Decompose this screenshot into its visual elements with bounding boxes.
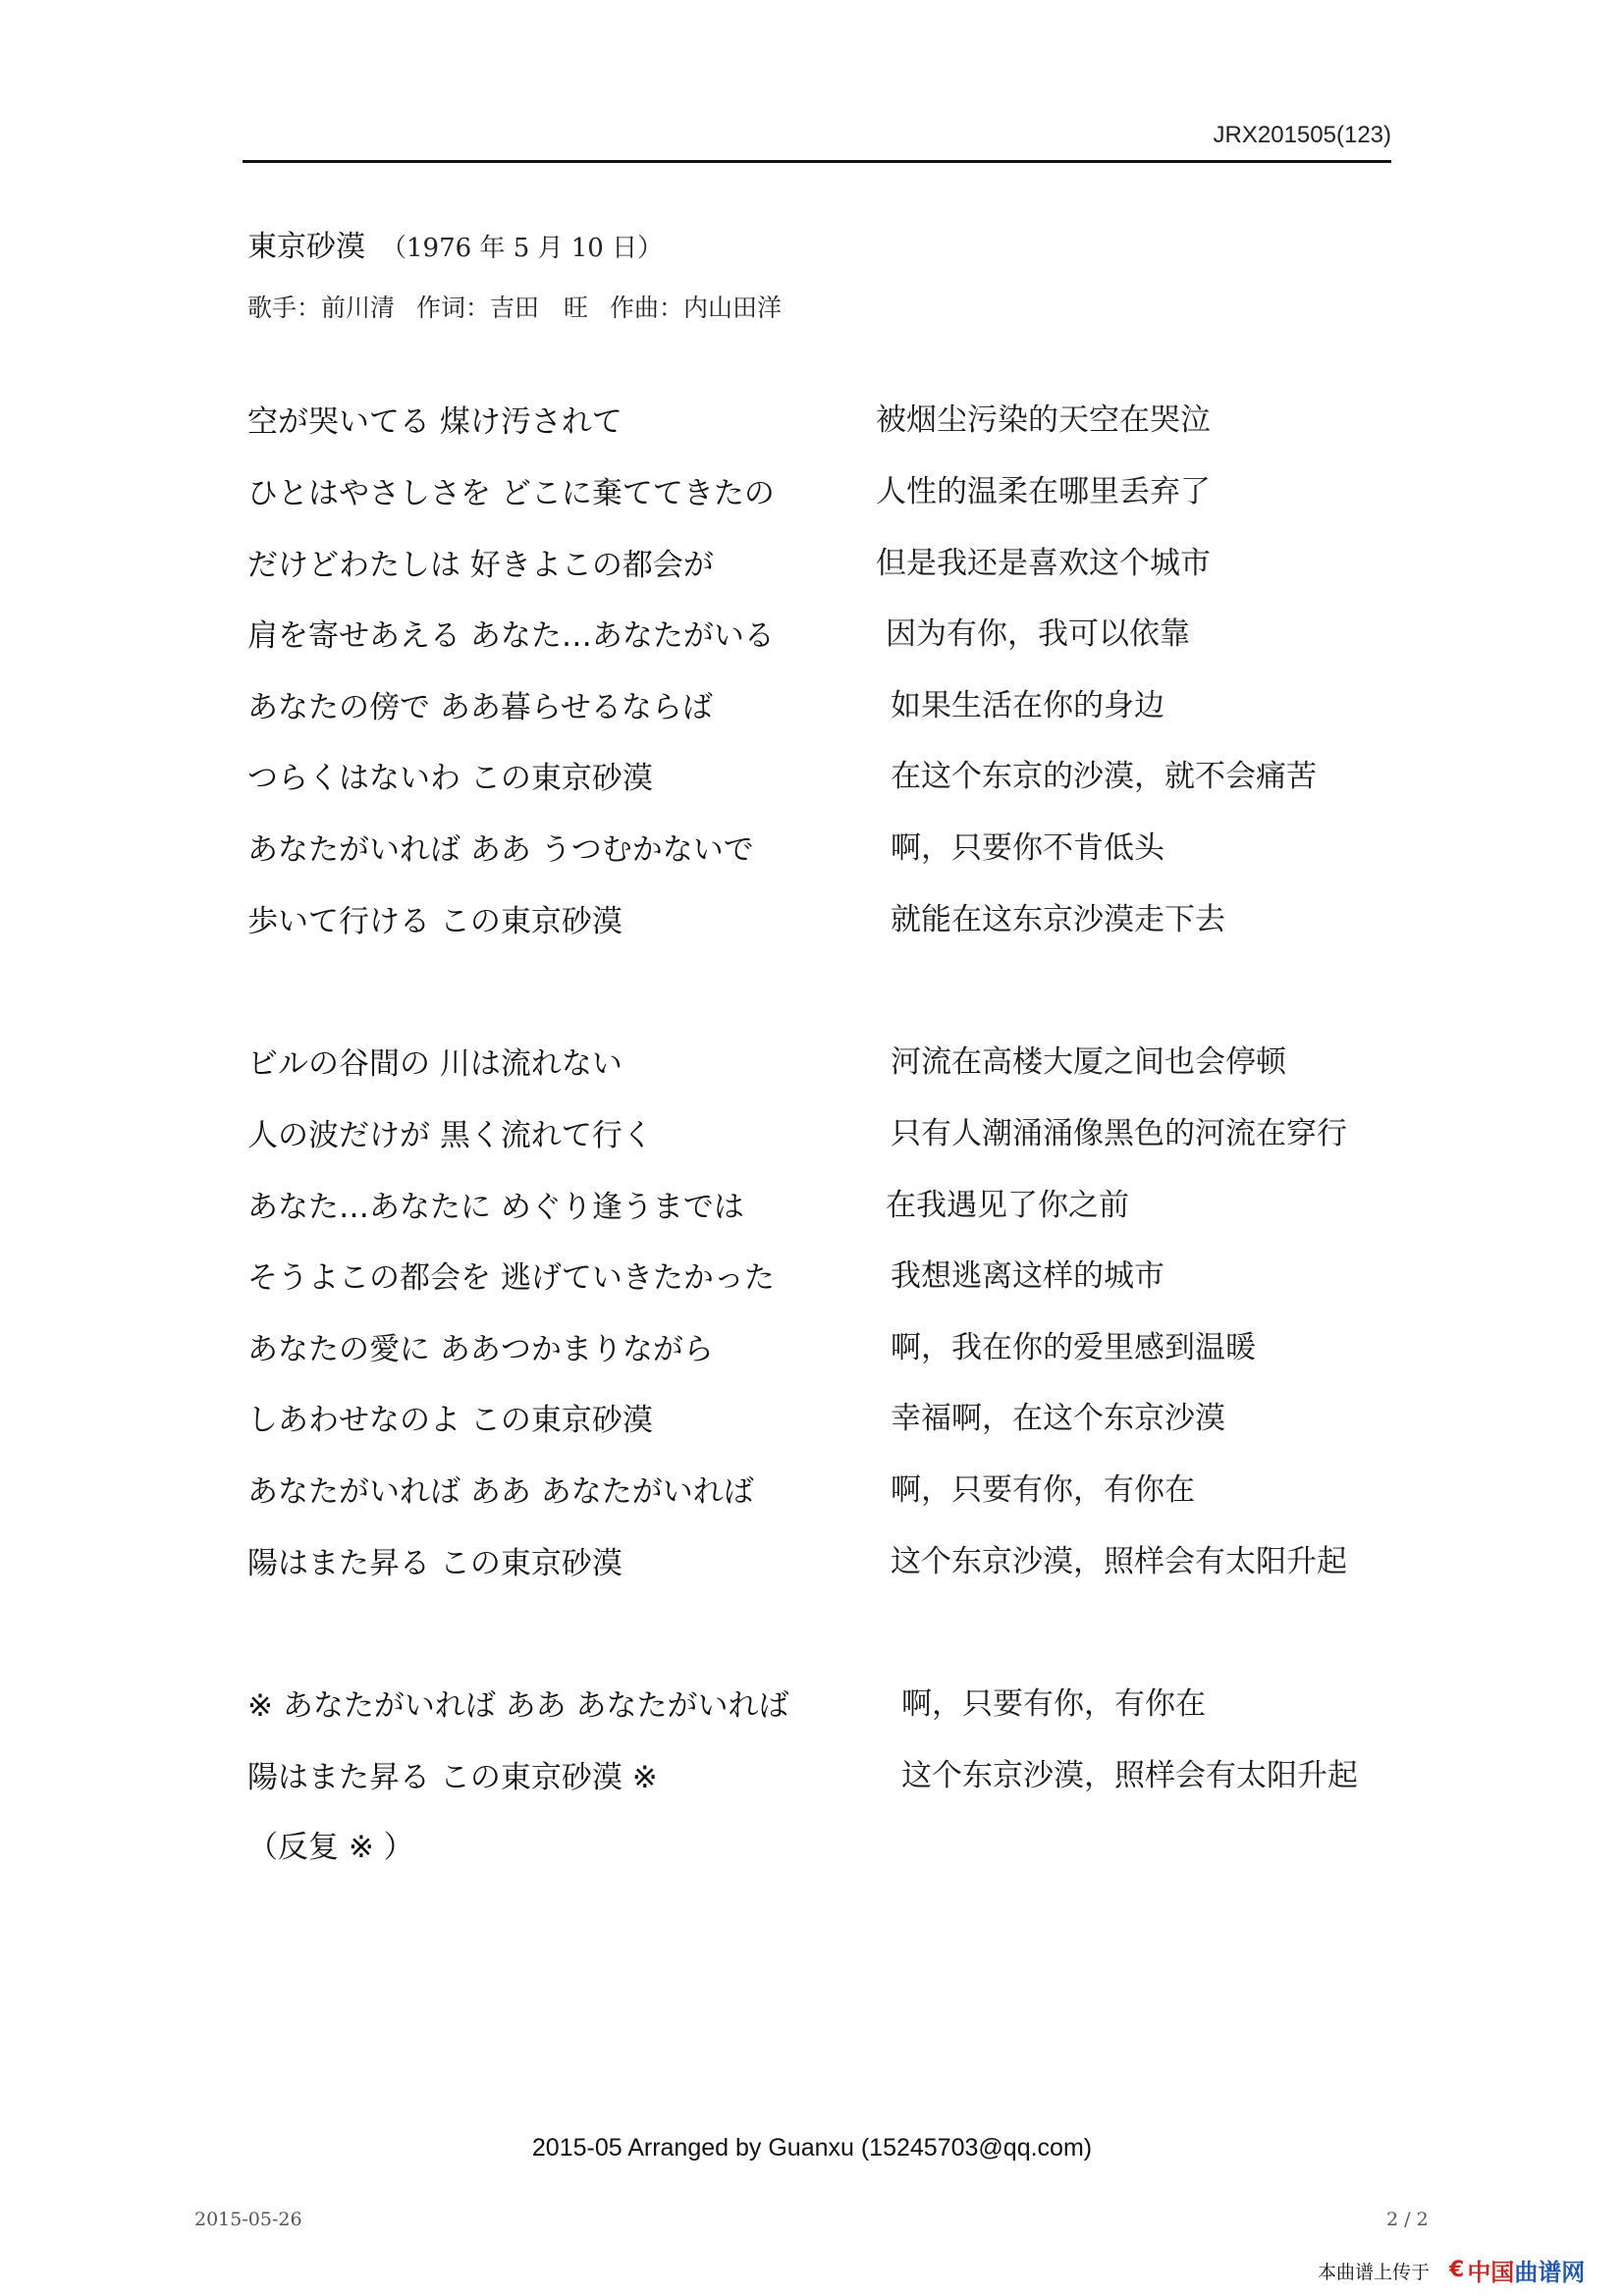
composer: 作曲：内山田洋: [609, 294, 782, 322]
lyric-line: [247, 871, 1396, 941]
lyric-chinese: 幸福啊，在这个东京沙漠: [891, 1401, 1225, 1436]
lyric-chinese: 如果生活在你的身边: [891, 688, 1164, 723]
lyric-japanese: あなたがいれば ああ うつむかないで: [247, 832, 754, 868]
lyric-line: [247, 1369, 1396, 1440]
singer: 歌手：前川清: [247, 294, 396, 322]
lyric-chinese: 在我遇见了你之前: [886, 1188, 1129, 1223]
lyric-japanese: あなたがいれば ああ あなたがいれば: [247, 1474, 754, 1510]
arranger-credit: 2015-05 Arranged by Guanxu (15245703@qq.com): [531, 2134, 1093, 2162]
page-number: 2 / 2: [1386, 2209, 1429, 2230]
lyric-chinese: 我想逃离这样的城市: [891, 1258, 1164, 1294]
lyric-chinese: 这个东京沙漠，照样会有太阳升起: [891, 1544, 1347, 1579]
lyric-line: [247, 1441, 1396, 1512]
lyric-japanese: ビルの谷間の 川は流れない: [247, 1046, 623, 1082]
lyric-line: [247, 514, 1396, 585]
logo-mark-icon: €: [1449, 2258, 1465, 2282]
lyric-japanese: だけどわたしは 好きよこの都会が: [247, 548, 714, 583]
lyric-japanese: しあわせなのよ この東京砂漠: [247, 1403, 653, 1438]
lyric-chinese: 只有人潮涌涌像黑色的河流在穿行: [891, 1116, 1347, 1151]
lyric-line: [247, 1085, 1396, 1155]
lyrics: [247, 0, 1396, 1963]
lyric-chinese: 这个东京沙漠，照样会有太阳升起: [901, 1758, 1358, 1793]
lyric-chinese: 人性的温柔在哪里丢弃了: [876, 474, 1211, 509]
lyric-chinese: 在这个东京的沙漠，就不会痛苦: [891, 759, 1317, 794]
lyric-japanese: ※ あなたがいれば ああ あなたがいれば: [247, 1688, 789, 1724]
upload-note: 本曲谱上传于: [1318, 2262, 1431, 2283]
lyric-line: [247, 799, 1396, 870]
lyric-chinese: 因为有你，我可以依靠: [886, 616, 1190, 652]
lyric-chinese: 就能在这东京沙漠走下去: [891, 902, 1225, 937]
lyric-japanese: あなた…あなたに めぐり逢うまでは: [247, 1190, 744, 1225]
lyric-chinese: 啊，只要有你，有你在: [891, 1472, 1195, 1508]
lyric-chinese: 啊，只要有你，有你在: [901, 1686, 1206, 1722]
lyric-line: [247, 371, 1396, 442]
logo-text-part1: 中国: [1467, 2259, 1515, 2286]
lyric-line: [247, 1013, 1396, 1084]
lyric-japanese: 歩いて行ける この東京砂漠: [247, 904, 623, 939]
lyric-line: [247, 443, 1396, 513]
lyric-japanese: 肩を寄せあえる あなた…あなたがいる: [247, 618, 775, 654]
lyric-chinese: 河流在高楼大厦之间也会停顿: [891, 1044, 1286, 1080]
lyric-japanese: 陽はまた昇る この東京砂漠 ※: [247, 1760, 658, 1795]
lyric-chinese: 被烟尘污染的天空在哭泣: [876, 402, 1211, 438]
lyric-line: [247, 1156, 1396, 1227]
logo-text-part2: 曲谱网: [1514, 2259, 1586, 2286]
lyric-line: [247, 727, 1396, 798]
song-date: （1976 年 5 月 10 日）: [381, 234, 664, 263]
lyric-japanese: 空が哭いてる 煤け汚されて: [247, 404, 623, 440]
lyric-japanese: ひとはやさしさを どこに棄ててきたの: [247, 476, 775, 511]
lyric-line: [247, 1727, 1396, 1797]
lyric-line: [247, 585, 1396, 656]
lyric-line: [247, 1655, 1396, 1726]
lyric-japanese: つらくはないわ この東京砂漠: [247, 761, 653, 796]
lyric-japanese: 人の波だけが 黒く流れて行く: [247, 1118, 653, 1153]
lyric-line: [247, 1299, 1396, 1369]
lyric-japanese: あなたの傍で ああ暮らせるならば: [247, 690, 713, 725]
lyric-japanese: 陽はまた昇る この東京砂漠: [247, 1546, 623, 1581]
lyric-line: [247, 1227, 1396, 1298]
lyric-chinese: 啊，只要你不肯低头: [891, 830, 1164, 866]
lyric-line: [247, 657, 1396, 727]
song-title: 東京砂漠: [247, 230, 365, 264]
lyric-japanese: あなたの愛に ああつかまりながら: [247, 1332, 714, 1367]
lyricist: 作词：吉田 旺: [415, 294, 588, 322]
document-code: JRX201505(123): [1213, 122, 1391, 148]
lyric-japanese: そうよこの都会を 逃げていきたかった: [247, 1260, 775, 1296]
repeat-note: （反复 ※ ）: [247, 1830, 414, 1865]
lyric-chinese: 但是我还是喜欢这个城市: [876, 546, 1211, 581]
lyric-line: [247, 1513, 1396, 1583]
site-logo: [1449, 2253, 1585, 2287]
lyric-chinese: 啊，我在你的爱里感到温暖: [891, 1330, 1256, 1365]
footer-date: 2015-05-26: [194, 2209, 302, 2230]
